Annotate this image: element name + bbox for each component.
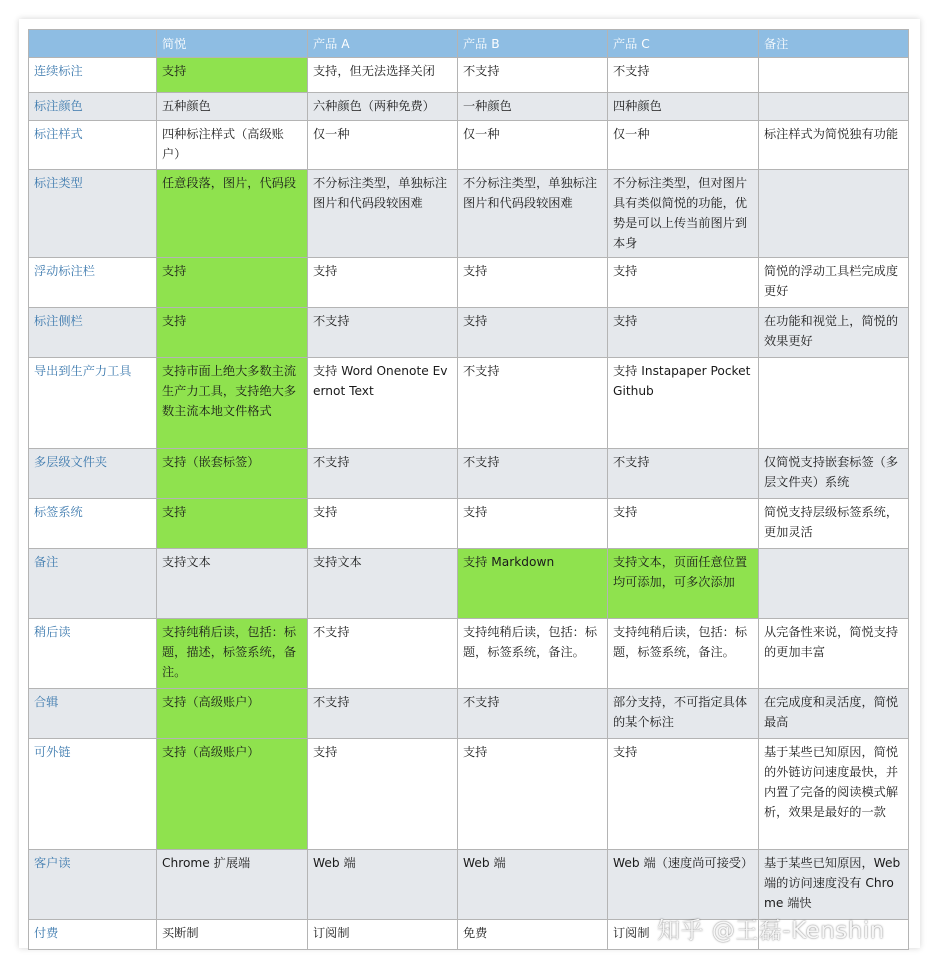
cell-product-c: 支持文本，页面任意位置均可添加，可多次添加 [608,549,759,619]
table-row [29,619,909,689]
cell-product-c: Web 端（速度尚可接受） [608,850,759,920]
cell-product-b: 仅一种 [458,121,608,170]
cell-notes [759,170,909,258]
row-label: 客户读 [29,850,157,920]
cell-product-c: 不分标注类型，但对图片具有类似简悦的功能，优势是可以上传当前图片到本身 [608,170,759,258]
cell-jianyue: 支持文本 [157,549,308,619]
row-label: 连续标注 [29,58,157,93]
table-row [29,308,909,358]
cell-product-c: 部分支持，不可指定具体的某个标注 [608,689,759,739]
cell-notes [759,93,909,121]
header-cell-product-b: 产品 B [458,30,608,58]
header-cell-product-c: 产品 C [608,30,759,58]
cell-notes [759,920,909,950]
cell-product-a: 支持 Word Onenote Evernot Text [308,358,458,449]
cell-product-c: 支持 [608,499,759,549]
table-row [29,549,909,619]
row-label: 标注颜色 [29,93,157,121]
cell-jianyue: 支持 [157,308,308,358]
table-header [29,30,909,58]
cell-jianyue: 支持 [157,258,308,308]
cell-product-a: 支持 [308,258,458,308]
cell-notes: 从完备性来说，简悦支持的更加丰富 [759,619,909,689]
row-label: 多层级文件夹 [29,449,157,499]
header-cell-product-a: 产品 A [308,30,458,58]
cell-notes: 在完成度和灵活度，简悦最高 [759,689,909,739]
cell-product-a: 支持 [308,499,458,549]
zhihu-watermark: 知乎 @王磊-Kenshin [657,918,885,944]
cell-jianyue: 支持纯稍后读，包括：标题，描述，标签系统，备注。 [157,619,308,689]
cell-product-a: 不支持 [308,619,458,689]
cell-product-c: 订阅制 [608,920,759,950]
table-row [29,499,909,549]
cell-product-b: 一种颜色 [458,93,608,121]
table-row [29,258,909,308]
cell-product-b: 不分标注类型，单独标注图片和代码段较困难 [458,170,608,258]
row-label: 浮动标注栏 [29,258,157,308]
table-body [29,58,909,950]
cell-jianyue: 五种颜色 [157,93,308,121]
row-label: 导出到生产力工具 [29,358,157,449]
cell-jianyue: 买断制 [157,920,308,950]
header-cell-jianyue: 简悦 [157,30,308,58]
cell-notes [759,58,909,93]
row-label: 付费 [29,920,157,950]
cell-product-a: 支持，但无法选择关闭 [308,58,458,93]
cell-product-b: 支持纯稍后读，包括：标题，标签系统，备注。 [458,619,608,689]
cell-notes [759,549,909,619]
row-label: 标注样式 [29,121,157,170]
table-row [29,739,909,850]
table-row [29,449,909,499]
cell-jianyue: Chrome 扩展端 [157,850,308,920]
cell-notes [759,358,909,449]
cell-product-b: 支持 Markdown [458,549,608,619]
cell-product-b: 不支持 [458,58,608,93]
cell-product-b: 免费 [458,920,608,950]
cell-jianyue: 支持（嵌套标签） [157,449,308,499]
cell-jianyue: 支持（高级账户） [157,739,308,850]
cell-notes: 标注样式为简悦独有功能 [759,121,909,170]
cell-product-b: 支持 [458,258,608,308]
cell-product-c: 不支持 [608,449,759,499]
cell-product-a: 支持 [308,739,458,850]
cell-product-b: 不支持 [458,689,608,739]
cell-notes: 基于某些已知原因，简悦的外链访问速度最快，并内置了完备的阅读模式解析，效果是最好的一款 [759,739,909,850]
cell-product-c: 支持 [608,258,759,308]
table-row [29,850,909,920]
cell-product-a: 仅一种 [308,121,458,170]
cell-product-c: 支持 [608,308,759,358]
cell-product-b: Web 端 [458,850,608,920]
cell-product-a: 不支持 [308,308,458,358]
cell-product-a: Web 端 [308,850,458,920]
cell-product-c: 四种颜色 [608,93,759,121]
cell-product-c: 仅一种 [608,121,759,170]
cell-product-b: 不支持 [458,358,608,449]
cell-product-a: 不支持 [308,449,458,499]
table-row [29,121,909,170]
row-label: 标注侧栏 [29,308,157,358]
cell-product-a: 不分标注类型，单独标注图片和代码段较困难 [308,170,458,258]
cell-jianyue: 任意段落，图片，代码段 [157,170,308,258]
table-row [29,358,909,449]
cell-product-c: 支持 Instapaper Pocket Github [608,358,759,449]
row-label: 稍后读 [29,619,157,689]
cell-product-c: 不支持 [608,58,759,93]
cell-product-a: 六种颜色（两种免费） [308,93,458,121]
cell-notes: 基于某些已知原因，Web 端的访问速度没有 Chrome 端快 [759,850,909,920]
row-label: 备注 [29,549,157,619]
cell-product-c: 支持纯稍后读，包括：标题，标签系统，备注。 [608,619,759,689]
cell-product-c: 支持 [608,739,759,850]
cell-jianyue: 支持 [157,499,308,549]
row-label: 可外链 [29,739,157,850]
row-label: 合辑 [29,689,157,739]
table-row [29,58,909,93]
cell-jianyue: 支持市面上绝大多数主流生产力工具，支持绝大多数主流本地文件格式 [157,358,308,449]
cell-notes: 简悦的浮动工具栏完成度更好 [759,258,909,308]
cell-product-a: 支持文本 [308,549,458,619]
cell-product-b: 支持 [458,308,608,358]
cell-notes: 简悦支持层级标签系统，更加灵活 [759,499,909,549]
cell-product-b: 支持 [458,739,608,850]
table-frame [19,19,920,948]
cell-jianyue: 支持（高级账户） [157,689,308,739]
cell-jianyue: 支持 [157,58,308,93]
row-label: 标注类型 [29,170,157,258]
table-row [29,920,909,950]
table-row [29,689,909,739]
row-label: 标签系统 [29,499,157,549]
cell-notes: 仅简悦支持嵌套标签（多层文件夹）系统 [759,449,909,499]
table-row [29,170,909,258]
cell-product-b: 支持 [458,499,608,549]
cell-notes: 在功能和视觉上，简悦的效果更好 [759,308,909,358]
cell-jianyue: 四种标注样式（高级账户） [157,121,308,170]
cell-product-a: 订阅制 [308,920,458,950]
header-cell-notes: 备注 [759,30,909,58]
cell-product-a: 不支持 [308,689,458,739]
header-cell-feature [29,30,157,58]
comparison-table [28,29,909,950]
cell-product-b: 不支持 [458,449,608,499]
table-row [29,93,909,121]
